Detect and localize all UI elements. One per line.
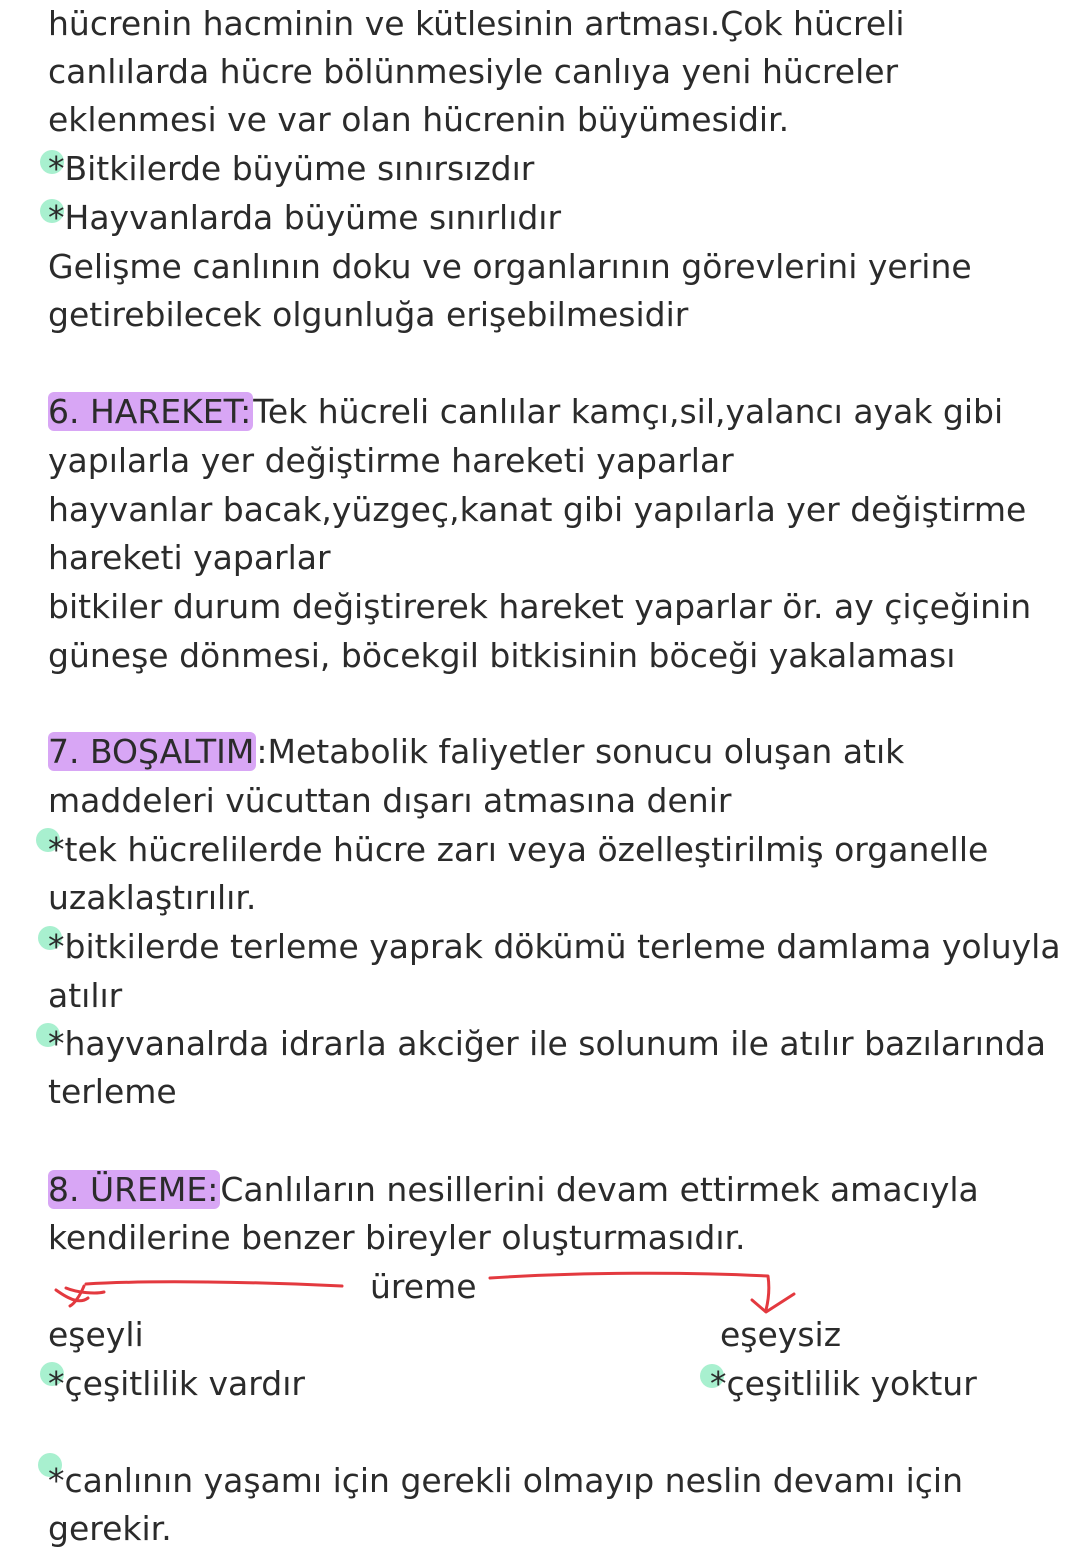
bosaltim-bullet: *tek hücrelilerde hücre zarı veya özelleştirilmiş organelle <box>48 830 989 869</box>
hareket-line: güneşe dönmesi, böcekgil bitkisinin böceği yakalaması <box>48 636 956 675</box>
section-heading: 8. ÜREME: <box>48 1170 219 1209</box>
intro-line: eklenmesi ve var olan hücrenin büyümesidir. <box>48 100 790 139</box>
section-heading: 7. BOŞALTIM <box>48 732 255 771</box>
eseyli-label: eşeyli <box>48 1315 144 1354</box>
bosaltim-line: maddeleri vücuttan dışarı atmasına denir <box>48 781 732 820</box>
right-arrow-head <box>752 1294 794 1312</box>
bosaltim-line: terleme <box>48 1072 177 1111</box>
bosaltim-line: uzaklaştırılır. <box>48 878 257 917</box>
intro-bullet: *Bitkilerde büyüme sınırsızdır <box>48 149 535 188</box>
hareket-line: yapılarla yer değiştirme hareketi yaparlar <box>48 441 734 480</box>
bosaltim-bullet: *hayvanalrda idrarla akciğer ile solunum ile atılır bazılarında <box>48 1024 1046 1063</box>
ureme-final-bullet: *canlının yaşamı için gerekli olmayıp neslin devamı için <box>48 1461 964 1500</box>
right-arrow <box>490 1273 769 1310</box>
intro-bullet: *Hayvanlarda büyüme sınırlıdır <box>48 198 562 237</box>
hareket-line: hayvanlar bacak,yüzgeç,kanat gibi yapılarla yer değiştirme <box>48 490 1027 529</box>
eseysiz-bullet: *çeşitlilik yoktur <box>710 1364 977 1403</box>
hareket-heading-line: 6. HAREKET:Tek hücreli canlılar kamçı,sil,yalancı ayak gibi <box>48 392 1004 431</box>
eseysiz-label: eşeysiz <box>720 1315 842 1354</box>
hareket-line: bitkiler durum değiştirerek hareket yaparlar ör. ay çiçeğinin <box>48 587 1032 626</box>
bosaltim-heading-line: 7. BOŞALTIM:Metabolik faliyetler sonucu oluşan atık <box>48 732 905 771</box>
intro-line: Gelişme canlının doku ve organlarının görevlerini yerine <box>48 247 972 286</box>
intro-line: hücrenin hacminin ve kütlesinin artması.Çok hücreli <box>48 4 905 43</box>
section-heading: 6. HAREKET: <box>48 392 252 431</box>
hareket-line: hareketi yaparlar <box>48 538 331 577</box>
ureme-heading-line: 8. ÜREME:Canlıların nesillerini devam ettirmek amacıyla <box>48 1170 979 1209</box>
ureme-line: gerekir. <box>48 1509 172 1548</box>
intro-line: getirebilecek olgunluğa erişebilmesidir <box>48 295 689 334</box>
bosaltim-bullet: *bitkilerde terleme yaprak dökümü terleme damlama yoluyla <box>48 927 1061 966</box>
intro-line: canlılarda hücre bölünmesiyle canlıya yeni hücreler <box>48 52 899 91</box>
left-arrow-head <box>56 1286 104 1306</box>
ureme-center-label: üreme <box>370 1267 477 1306</box>
ureme-line: kendilerine benzer bireyler oluşturmasıdır. <box>48 1218 746 1257</box>
eseyli-bullet: *çeşitlilik vardır <box>48 1364 305 1403</box>
bosaltim-line: atılır <box>48 976 123 1015</box>
left-arrow <box>86 1282 342 1286</box>
